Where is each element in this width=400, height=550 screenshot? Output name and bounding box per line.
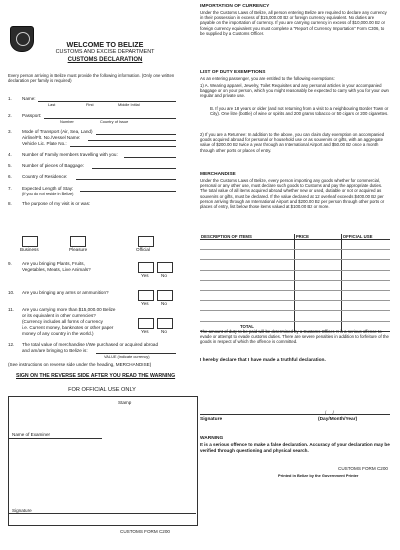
- table-row[interactable]: [200, 240, 390, 250]
- table-row[interactable]: [200, 260, 390, 270]
- declaration-statement: I hereby declare that I have made a truthful declaration.: [200, 358, 326, 363]
- q12-note: (See instructions on reverse side under the heading, MERCHANDISE): [8, 362, 152, 367]
- name-sub-first: First: [86, 102, 94, 107]
- q9-yes-checkbox[interactable]: [138, 262, 154, 273]
- family-members-field[interactable]: [124, 157, 176, 158]
- q9-label: Are you bringing Plants, Fruits,: [22, 261, 85, 266]
- q3-airline-label: Airline/Flt. No./Vessel Name:: [22, 135, 81, 140]
- q10-yes-checkbox[interactable]: [138, 290, 154, 301]
- purpose-pleasure-label: Pleasure: [69, 247, 88, 252]
- q1-label: Name:: [22, 96, 36, 101]
- passport-sub-country: Country of Issue: [100, 119, 129, 124]
- import-currency-text: Under the Customs Laws of Belize, all person entering Belize are required to declare any currency in their possession in excess of $15,000.00 Bz or foreign currency equivalent. No duties are payable on the importation of currency. If you are carrying currency in excess of $10,000.00 Bz or foreign currency equivalent you must complete a "Report of Currency Importation" Form C306, to be supplied by a Customs Officer.: [200, 10, 387, 36]
- q12-number: 12.: [8, 342, 15, 347]
- q11-label-2: or its equivalent in other currencies?: [22, 313, 96, 318]
- table-row[interactable]: [200, 311, 390, 321]
- col-description: DESCRIPTION OF ITEMS: [200, 234, 294, 240]
- q2-number: 2.: [8, 113, 12, 118]
- q9-no-checkbox[interactable]: [157, 262, 173, 273]
- q11-yes-checkbox[interactable]: [138, 318, 154, 329]
- length-of-stay-field[interactable]: [80, 191, 176, 192]
- q9-label-2: Vegetables, Meats, Live Animals?: [22, 267, 91, 272]
- q10-no-label: No: [161, 301, 167, 306]
- q12-label: The total value of merchandise I/We purchased or acquired abroad: [22, 342, 159, 347]
- q6-label: Country of Residence:: [22, 174, 68, 179]
- baggage-field[interactable]: [92, 168, 176, 169]
- name-field[interactable]: [38, 101, 176, 102]
- import-currency-title: IMPORTATION OF CURRENCY: [200, 4, 270, 9]
- q1-number: 1.: [8, 96, 12, 101]
- department-name: CUSTOMS AND EXCISE DEPARTMENT: [55, 49, 155, 55]
- q3-number: 3.: [8, 129, 12, 134]
- items-table: [200, 234, 390, 332]
- date-slashes: / /: [325, 410, 334, 415]
- q11-no-label: No: [161, 329, 167, 334]
- exemption-item-a: 1) A. Wearing apparel, Jewelry, Toilet Requisites and any personal articles in your accompanied baggage or on your person, which you might reasonably be expected to carry with you for your own regular and private use.: [200, 83, 389, 99]
- table-row[interactable]: [200, 301, 390, 311]
- warning-title: WARNING: [200, 436, 224, 441]
- q7-number: 7.: [8, 186, 12, 191]
- duty-offence-text: The amount of duty to be paid will be determined by a Customs Officer. It is a serious offence to evade or attempt to evade customs duties. There are severe penalties in addition to forfeiture of the goods in respect of which the offence is committed.: [200, 329, 389, 345]
- q7-label: Expected Length of Stay:: [22, 186, 74, 191]
- total-label: TOTAL: [200, 321, 294, 331]
- purpose-official-label: Official: [136, 247, 150, 252]
- q11-number: 11.: [8, 307, 15, 312]
- q5-number: 5.: [8, 163, 12, 168]
- q10-no-checkbox[interactable]: [157, 290, 173, 301]
- merchandise-title: MERCHANDISE: [200, 172, 236, 177]
- name-sub-middle: Middle Initial: [118, 102, 140, 107]
- declarant-signature-label: Signature: [200, 417, 223, 422]
- q11-yes-label: Yes: [141, 329, 149, 334]
- right-form-number: CUSTOMS FORM C200: [338, 466, 388, 471]
- q7-note: (If you do not reside in Belize): [22, 191, 74, 196]
- q11-label-4: i.e. Current money, banknotes or other paper: [22, 325, 114, 330]
- form-subtitle: CUSTOMS DECLARATION: [67, 57, 143, 63]
- q11-label-5: money of any country in the world.): [22, 331, 94, 336]
- airline-field[interactable]: [88, 140, 176, 141]
- q8-label: The purpose of my visit is or was:: [22, 201, 91, 206]
- exemption-item-b: B. If you are 18 years or older (and not returning from a visit to a neighbouring Border Town or City). One litre (bottle) of wine or spirits and 200 grams tobacco or 50 cigars or 200 cigarettes.: [210, 106, 389, 117]
- exemption-returnee: 2) If you are a Returnee: In addition to the above, you can claim duty exemption on accompanied goods acquired abroad for personal or household use or as souvenirs or gifts, with an aggregate value of $200.00 Bz twice a year through an International Airport and $50.00 Bz once a month through other ports or places of entry.: [200, 132, 385, 153]
- examiner-underline: [8, 438, 102, 439]
- q4-number: 4.: [8, 152, 12, 157]
- name-sub-last: Last: [48, 102, 56, 107]
- form-title: WELCOME TO BELIZE: [66, 40, 144, 49]
- belize-coat-of-arms-logo: [10, 26, 34, 52]
- table-row[interactable]: [200, 270, 390, 280]
- value-field-caption: VALUE (indicate currency): [104, 354, 150, 359]
- q9-yes-label: Yes: [141, 273, 149, 278]
- col-official-use: OFFICIAL USE: [341, 234, 390, 240]
- q2-label: Passport:: [22, 113, 42, 118]
- q9-no-label: No: [161, 273, 167, 278]
- stamp-label: Stamp: [118, 400, 132, 405]
- q10-number: 10.: [8, 290, 15, 295]
- q4-label: Number of Family members travelling with you:: [22, 152, 118, 157]
- date-format-label: (Day/Month/Year): [318, 417, 358, 422]
- table-row[interactable]: [200, 280, 390, 290]
- q10-yes-label: Yes: [141, 301, 149, 306]
- examiner-label: Name of Examiner: [12, 432, 51, 437]
- q6-number: 6.: [8, 174, 12, 179]
- q3-vehicle-label: Vehicle Lic. Plate No.:: [22, 141, 67, 146]
- purpose-business-checkbox[interactable]: [22, 236, 38, 247]
- q11-label-3: (Currency includes all forms of currency: [22, 319, 103, 324]
- col-price: PRICE: [294, 234, 341, 240]
- passport-sub-number: Number: [60, 119, 74, 124]
- q11-no-checkbox[interactable]: [157, 318, 173, 329]
- transport-field[interactable]: [96, 134, 176, 135]
- intro-text: Every person arriving in Belize must provide the following information. (Only one written declaration per family is required): [8, 73, 175, 84]
- residence-field[interactable]: [76, 179, 176, 180]
- official-use-box: [8, 396, 198, 526]
- merchandise-text: Under the Customs Laws of Belize, every person importing any goods whether for commercial, personal or any other use, must declare such goods to Customs and pay the appropriate duties. The total value of all items acquired abroad whether new or used, dutiable or not or acquired as souvenirs or gifts, must be declared. If the value declared at 12 overleaf exceeds $400.00 Bz per person arriving through an International Airport and $200.00 Bz per person through other ports or places of entry, list below those items valued at $100.00 Bz or more.: [200, 178, 385, 210]
- vehicle-plate-field[interactable]: [70, 146, 176, 147]
- q11-label: Are you carrying more than $15,000.00 Belize: [22, 307, 116, 312]
- duty-exemptions-intro: As an entering passenger, you are entitled to the following exemptions:: [200, 76, 335, 81]
- q3-label: Mode of Transport (Air, Sea, Land): [22, 129, 93, 134]
- declarant-signature-line[interactable]: [200, 414, 390, 415]
- purpose-business-label: Business: [20, 247, 39, 252]
- q12-label-2: and am/are bringing to Belize is:: [22, 348, 88, 353]
- table-row[interactable]: [200, 290, 390, 300]
- q5-label: Number of pieces of Baggage:: [22, 163, 85, 168]
- sign-reverse-warning: SIGN ON THE REVERSE SIDE AFTER YOU READ THE WARNING: [16, 373, 176, 379]
- warning-text: It is a serious offence to make a false declaration. Accuracy of your declaration may be verified through questioning and physical search.: [200, 442, 390, 453]
- printer-credit: Printed in Belize by the Government Printer: [278, 473, 359, 478]
- official-use-title: FOR OFFICIAL USE ONLY: [68, 387, 136, 393]
- q8-number: 8.: [8, 201, 12, 206]
- signature-line[interactable]: [8, 513, 196, 514]
- duty-exemptions-title: LIST OF DUTY EXEMPTIONS: [200, 70, 266, 75]
- q9-number: 9.: [8, 261, 12, 266]
- q10-label: Are you bringing any arms or ammunition?: [22, 290, 109, 295]
- table-row[interactable]: [200, 250, 390, 260]
- official-signature-label: Signature: [12, 508, 32, 513]
- purpose-pleasure-checkbox[interactable]: [70, 236, 86, 247]
- purpose-official-checkbox[interactable]: [138, 236, 154, 247]
- left-form-number: CUSTOMS FORM C200: [120, 529, 170, 534]
